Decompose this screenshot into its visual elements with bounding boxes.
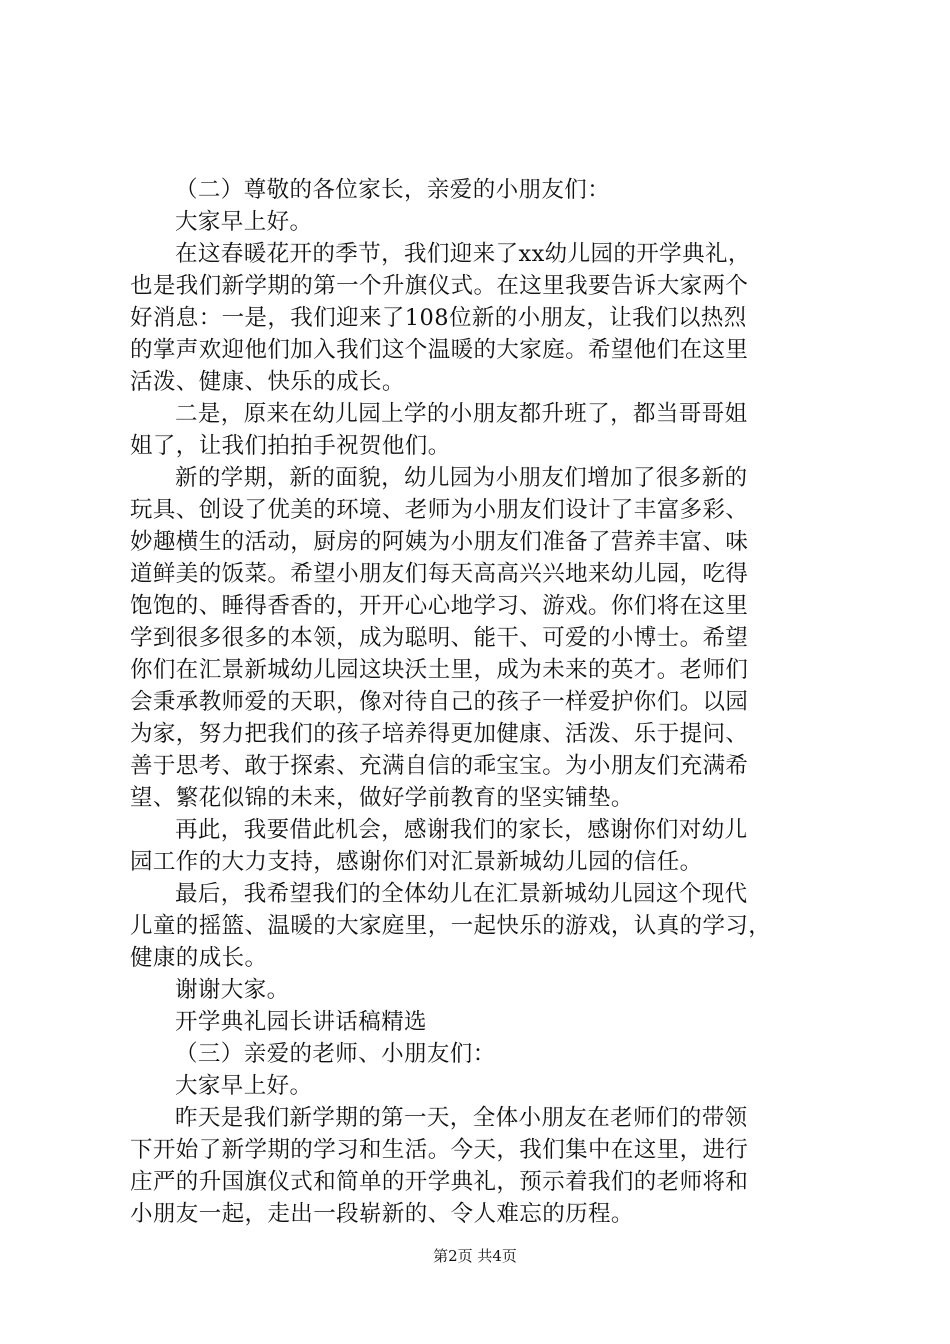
body-line: 在这春暖花开的季节，我们迎来了xx幼儿园的开学典礼， [175,241,751,267]
body-line: 下开始了新学期的学习和生活。今天，我们集中在这里，进行 [130,1137,749,1163]
closing-line: 谢谢大家。 [175,977,290,1003]
greeting-line: 大家早上好。 [175,1073,313,1099]
body-line: 好消息：一是，我们迎来了108位新的小朋友，让我们以热烈 [130,305,747,331]
body-line: 庄严的升国旗仪式和简单的开学典礼，预示着我们的老师将和 [130,1169,749,1195]
body-line: 妙趣横生的活动，厨房的阿姨为小朋友们准备了营养丰富、味 [130,529,749,555]
document-title: 开学典礼园长讲话稿精选 [175,1009,427,1035]
body-line: 儿童的摇篮、温暖的大家庭里，一起快乐的游戏，认真的学习， [130,913,772,939]
body-line: 饱饱的、睡得香香的，开开心心地学习、游戏。你们将在这里 [130,593,749,619]
body-line: 新的学期，新的面貌，幼儿园为小朋友们增加了很多新的 [175,465,748,491]
body-line: 学到很多很多的本领，成为聪明、能干、可爱的小博士。希望 [130,625,749,651]
body-line: 为家，努力把我们的孩子培养得更加健康、活泼、乐于提问、 [130,721,749,747]
body-line: 再此，我要借此机会，感谢我们的家长，感谢你们对幼儿 [175,817,748,843]
section-heading: （二）尊敬的各位家长，亲爱的小朋友们： [175,177,611,203]
body-line: 园工作的大力支持，感谢你们对汇景新城幼儿园的信任。 [130,849,703,875]
body-line: 善于思考、敢于探索、充满自信的乖宝宝。为小朋友们充满希 [130,753,749,779]
body-line: 的掌声欢迎他们加入我们这个温暖的大家庭。希望他们在这里 [130,337,749,363]
document-body [130,174,842,1230]
body-line: 最后，我希望我们的全体幼儿在汇景新城幼儿园这个现代 [175,881,748,907]
body-line: 道鲜美的饭菜。希望小朋友们每天高高兴兴地来幼儿园，吃得 [130,561,749,587]
body-line: 昨天是我们新学期的第一天，全体小朋友在老师们的带领 [175,1105,748,1131]
body-line: 也是我们新学期的第一个升旗仪式。在这里我要告诉大家两个 [130,273,749,299]
body-line: 会秉承教师爱的天职，像对待自己的孩子一样爱护你们。以园 [130,689,749,715]
body-line: 二是，原来在幼儿园上学的小朋友都升班了，都当哥哥姐 [175,401,748,427]
section-heading: （三）亲爱的老师、小朋友们： [175,1041,496,1067]
body-line: 你们在汇景新城幼儿园这块沃土里，成为未来的英才。老师们 [130,657,749,683]
body-line: 姐了，让我们拍拍手祝贺他们。 [130,433,451,459]
page-number-footer: 第2页 共4页 [433,1247,517,1265]
body-line: 小朋友一起，走出一段崭新的、令人难忘的历程。 [130,1201,634,1227]
body-line: 健康的成长。 [130,945,268,971]
greeting-line: 大家早上好。 [175,209,313,235]
body-line: 活泼、健康、快乐的成长。 [130,369,405,395]
body-line: 玩具、创设了优美的环境、老师为小朋友们设计了丰富多彩、 [130,497,749,523]
body-line: 望、繁花似锦的未来，做好学前教育的坚实铺垫。 [130,785,634,811]
